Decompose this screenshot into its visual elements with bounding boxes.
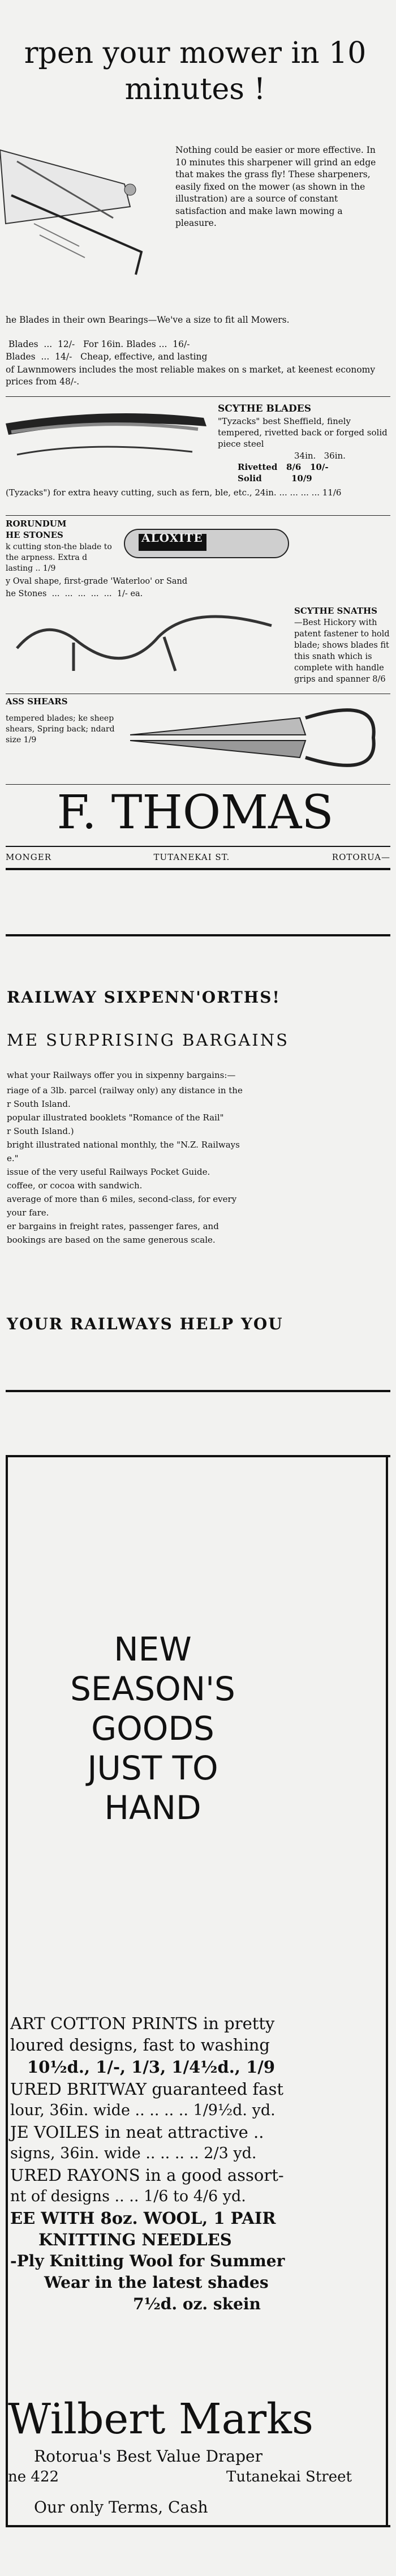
scythe-blades-title: SCYTHE BLADES <box>218 403 312 414</box>
shears-desc: tempered blades; ke sheep shears, Spring back; ndard size 1/9 <box>6 714 115 744</box>
railway-items <box>7 1084 386 1247</box>
railway-item: coffee, or cocoa with sandwich. <box>7 1180 143 1191</box>
marks-terms: Our only Terms, Cash <box>34 2498 208 2517</box>
thomas-blades-row: Blades ... 12/- For 16in. Blades ... 16/- <box>6 339 190 349</box>
thomas-lawnmowers: of Lawnmowers includes the most reliable makes on s market, at keenest economy prices from 48/-. <box>6 365 376 387</box>
railway-item: average of more than 6 miles, second-class, for every <box>7 1194 237 1204</box>
thomas-headline: rpen your mower in 10 minutes ! <box>24 36 367 106</box>
marks-firm-name: Wilbert Marks <box>8 2395 313 2444</box>
marks-line: 7½d. oz. skein <box>133 2295 261 2313</box>
marks-line: signs, 36in. wide .. .. .. .. 2/3 yd. <box>10 2145 257 2162</box>
marks-line: EE WITH 8oz. WOOL, 1 PAIR <box>10 2209 276 2228</box>
snaths-desc: —Best Hickory with patent fastener to hold blade; shows blades fit this snath which is complete with handle grips and spanner 8/6 <box>294 618 390 684</box>
marks-line: nt of designs .. .. 1/6 to 4/6 yd. <box>10 2188 246 2205</box>
thomas-footer <box>6 852 390 862</box>
marks-items <box>10 2013 384 2315</box>
thomas-footer-right: ROTORUA— <box>332 852 390 862</box>
scythe-solid: Solid 10/9 <box>238 473 312 483</box>
oval-line: y Oval shape, first-grade 'Waterloo' or Sand <box>6 577 188 586</box>
thomas-blades-row2: Blades ... 14/- Cheap, effective, and lasting <box>6 352 208 362</box>
railway-item: issue of the very useful Railways Pocket Guide. <box>7 1167 210 1177</box>
marks-line: URED RAYONS in a good assort- <box>10 2166 284 2185</box>
railway-subheading: ME SURPRISING BARGAINS <box>7 1030 290 1050</box>
marks-line: URED BRITWAY guaranteed fast <box>10 2079 284 2099</box>
marks-line: KNITTING NEEDLES <box>38 2230 232 2249</box>
shears-illustration <box>130 695 379 780</box>
marks-line: ART COTTON PRINTS in pretty <box>10 2014 275 2033</box>
corundum-title: RORUNDUM HE STONES <box>6 519 67 540</box>
railway-item: r South Island. <box>7 1099 71 1109</box>
railway-item: bookings are based on the same generous scale. <box>7 1235 216 1245</box>
railway-item: e." <box>7 1153 19 1163</box>
marks-line: -Ply Knitting Wool for Summer <box>10 2252 285 2270</box>
stones-line: he Stones ... ... ... ... ... 1/- ea. <box>6 589 143 598</box>
marks-tagline: Rotorua's Best Value Draper <box>34 2447 263 2466</box>
thomas-intro: Nothing could be easier or more effective. In 10 minutes this sharpener will grind an edge that makes the grass fly! These sharpeners, easily fixed on the mower (as shown in the illustration) are a source of constant satisfaction and make lawn mowing a pleasure. <box>175 145 376 228</box>
railway-item: your fare. <box>7 1208 49 1218</box>
railway-item: r South Island.) <box>7 1126 74 1136</box>
thomas-footer-mid: TUTANEKAI ST. <box>153 852 230 862</box>
marks-line: 10½d., 1/-, 1/3, 1/4½d., 1/9 <box>27 2057 276 2077</box>
tyzacks-line: (Tyzacks") for extra heavy cutting, such as fern, ble, etc., 24in. ... ... ... ... 11/6 <box>6 487 342 498</box>
scythe-rivetted: Rivetted 8/6 10/- <box>238 462 329 472</box>
marks-street: Tutanekai Street <box>226 2468 352 2485</box>
railway-item: popular illustrated booklets "Romance of the Rail" <box>7 1112 224 1123</box>
marks-headline: NEW SEASON'S GOODS JUST TO HAND <box>70 1630 235 1827</box>
thomas-footer-left: MONGER <box>6 852 52 862</box>
marks-phone: ne 422 <box>8 2468 59 2485</box>
railway-headline: RAILWAY SIXPENN'ORTHS! <box>7 988 281 1007</box>
railway-footer: YOUR RAILWAYS HELP YOU <box>7 1315 283 1333</box>
thomas-blades-line: he Blades in their own Bearings—We've a size to fit all Mowers. <box>6 315 290 325</box>
snath-illustration <box>11 603 283 682</box>
shears-title: ASS SHEARS <box>6 696 68 707</box>
mower-sharpener-illustration <box>0 139 170 309</box>
snaths-title: SCYTHE SNATHS <box>294 606 377 616</box>
corundum-desc: k cutting ston-the blade to the arpness. Extra d lasting .. 1/9 <box>6 542 112 573</box>
marks-line: lour, 36in. wide .. .. .. .. 1/9½d. yd. <box>10 2102 276 2119</box>
scythe-blades-desc: "Tyzacks" best Sheffield, finely tempered, rivetted back or forged solid piece steel <box>218 416 388 449</box>
marks-line: JE VOILES in neat attractive .. <box>10 2123 264 2142</box>
scythe-blade-illustration <box>6 401 209 474</box>
aloxite-label: ALOXITE <box>141 531 203 545</box>
marks-line: loured designs, fast to washing <box>10 2035 270 2055</box>
railway-item: er bargains in freight rates, passenger fares, and <box>7 1221 219 1231</box>
railway-item: bright illustrated national monthly, the "N.Z. Railways <box>7 1140 240 1150</box>
railway-item: riage of a 3lb. parcel (railway only) any distance in the <box>7 1085 243 1096</box>
marks-line: Wear in the latest shades <box>44 2273 269 2292</box>
railway-intro: what your Railways offer you in sixpenny bargains:— <box>7 1070 236 1080</box>
scythe-sizes: 34in. 36in. <box>294 451 346 461</box>
thomas-firm-name: F. THOMAS <box>57 786 334 840</box>
